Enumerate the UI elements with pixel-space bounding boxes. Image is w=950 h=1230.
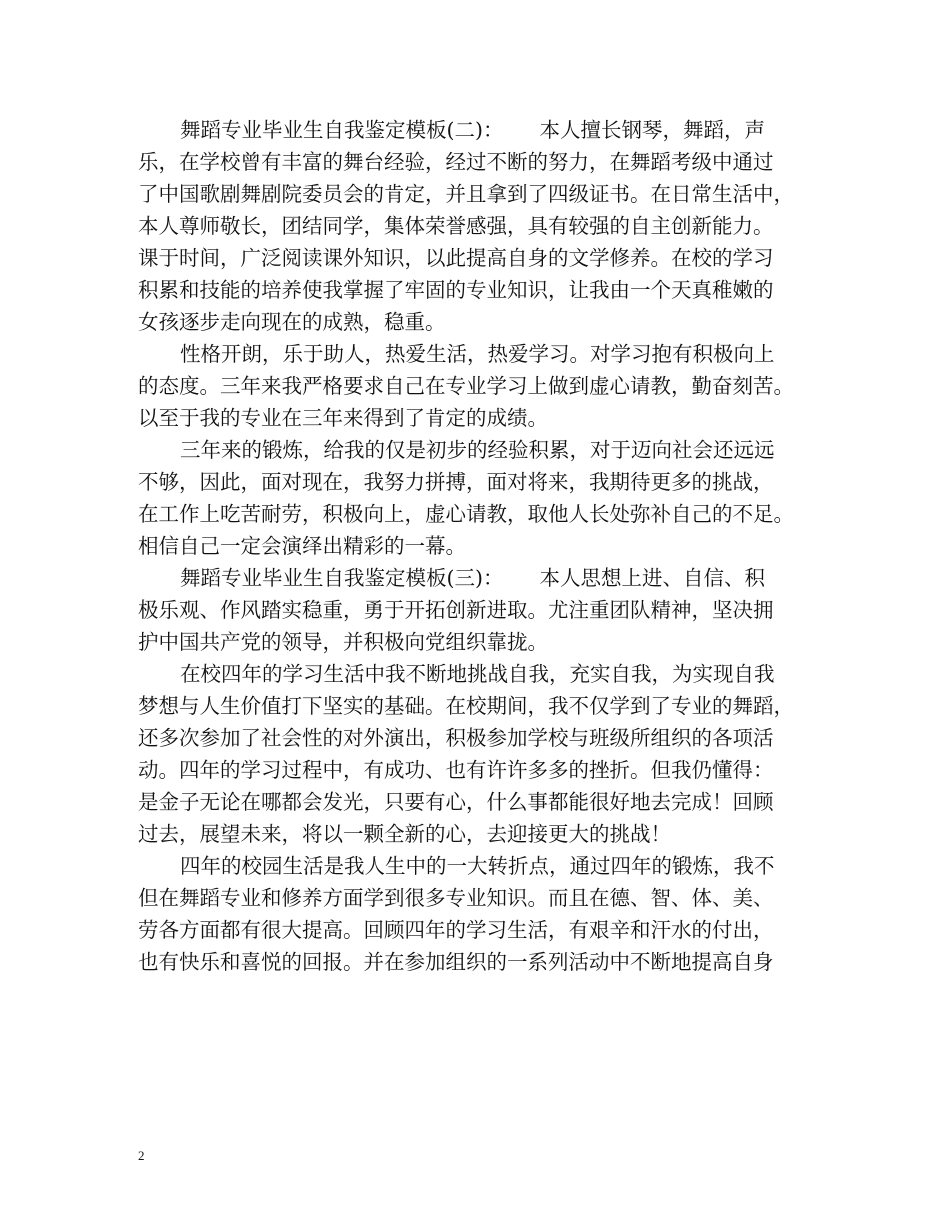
paragraph-line: 女孩逐步走向现在的成熟，稳重。 [138,310,446,334]
paragraph-line: 动。四年的学习过程中，有成功、也有许许多多的挫折。但我仍懂得： [138,758,774,782]
paragraph-line: 课于时间，广泛阅读课外知识，以此提高自身的文学修养。在校的学习 [138,246,774,270]
paragraph-line: 是金子无论在哪都会发光，只要有心，什么事都能很好地去完成！回顾 [138,790,774,814]
paragraph-line: 积累和技能的培养使我掌握了牢固的专业知识，让我由一个天真稚嫩的 [138,278,774,302]
paragraph-line: 乐，在学校曾有丰富的舞台经验，经过不断的努力，在舞蹈考级中通过 [138,150,774,174]
paragraph-line: 梦想与人生价值打下坚实的基础。在校期间，我不仅学到了专业的舞蹈， [138,694,794,718]
paragraph-line: 在校四年的学习生活中我不断地挑战自我，充实自我，为实现自我 [180,662,775,686]
paragraph-line: 不够，因此，面对现在，我努力拼搏，面对将来，我期待更多的挑战， [138,470,774,494]
paragraph-line: 护中国共产党的领导，并积极向党组织靠拢。 [138,630,548,654]
paragraph-line: 本人尊师敬长，团结同学，集体荣誉感强，具有较强的自主创新能力。 [138,214,774,238]
paragraph-text: 本人思想上进、自信、积 [539,566,765,590]
paragraph-line: 也有快乐和喜悦的回报。并在参加组织的一系列活动中不断地提高自身 [138,950,774,974]
heading-text: 舞蹈专业毕业生自我鉴定模板(三)： [180,566,504,590]
paragraph-line: 相信自己一定会演绎出精彩的一幕。 [138,534,466,558]
paragraph-line: 性格开朗，乐于助人，热爱生活，热爱学习。对学习抱有积极向上 [180,342,775,366]
heading-template-3 [180,562,765,594]
paragraph-line: 以至于我的专业在三年来得到了肯定的成绩。 [138,406,548,430]
paragraph-line: 在工作上吃苦耐劳，积极向上，虚心请教，取他人长处弥补自己的不足。 [138,502,794,526]
paragraph-line: 的态度。三年来我严格要求自己在专业学习上做到虚心请教，勤奋刻苦。 [138,374,794,398]
paragraph-line: 过去，展望未来，将以一颗全新的心，去迎接更大的挑战！ [138,822,671,846]
paragraph-line: 了中国歌剧舞剧院委员会的肯定，并且拿到了四级证书。在日常生活中， [138,182,794,206]
paragraph-line: 极乐观、作风踏实稳重，勇于开拓创新进取。尤注重团队精神，坚决拥 [138,598,774,622]
heading-template-2 [180,114,765,146]
paragraph-line: 四年的校园生活是我人生中的一大转折点，通过四年的锻炼，我不 [180,854,775,878]
paragraph-line: 劳各方面都有很大提高。回顾四年的学习生活，有艰辛和汗水的付出， [138,918,774,942]
paragraph-line: 但在舞蹈专业和修养方面学到很多专业知识。而且在德、智、体、美、 [138,886,774,910]
paragraph-text: 本人擅长钢琴，舞蹈，声 [539,118,765,142]
heading-text: 舞蹈专业毕业生自我鉴定模板(二)： [180,118,504,142]
page-number: 2 [138,1148,145,1163]
paragraph-line: 还多次参加了社会性的对外演出，积极参加学校与班级所组织的各项活 [138,726,774,750]
paragraph-line: 三年来的锻炼，给我的仅是初步的经验积累，对于迈向社会还远远 [180,438,775,462]
